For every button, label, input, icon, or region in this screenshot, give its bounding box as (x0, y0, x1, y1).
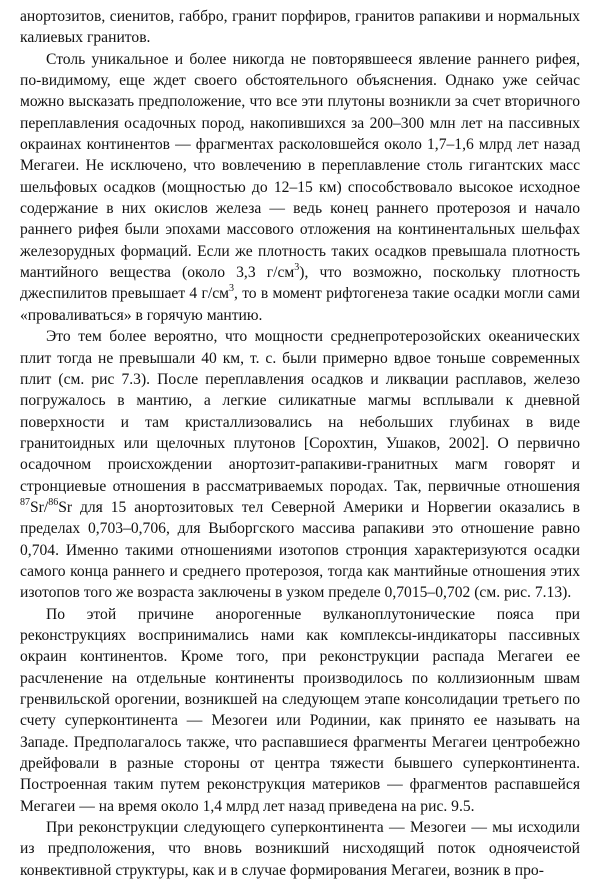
superscript: 3 (294, 261, 300, 273)
superscript: 87 (20, 496, 30, 508)
paragraph-text: При реконструкции следующего суперконтинента — Мезогеи — мы исходили из предположения, что вновь возникший нисходящий поток одноячеистой конвективной структуры, как и в случае формирования Мегагеи, возник в про- (20, 819, 580, 879)
paragraph (20, 326, 580, 603)
paragraph (20, 604, 580, 817)
superscript: 86 (48, 496, 59, 508)
paragraph-text: , то в момент рифтогенеза такие осадки могли сами «проваливаться» в горячую мантию. (20, 285, 580, 324)
paragraph (20, 817, 580, 881)
paragraph-text: По этой причине анорогенные вулканоплутонические пояса при реконструкциях воспринимались нами как комплексы-индикаторы пассивных окраин континентов. Кроме того, при реконструкции распада Мегагеи ее расчленение на отдельные континенты производилось по коллизионным швам гренвильской орогении, возникшей на следующем этапе консолидации третьего по счету суперконтинента — Мезогеи или Родинии, как принято ее называть на Западе. Предполагалось также, что распавшиеся фрагменты Мегагеи центробежно дрейфовали в разные стороны от центра тяжести бывшего суперконтинента. Построенная таким путем реконструкция материков — фрагментов распавшейся Мегагеи — на время около 1,4 млрд лет назад приведена на рис. 9.5. (20, 605, 580, 815)
paragraph (20, 49, 580, 326)
paragraph-text: Sr для 15 анортозитовых тел Северной Америки и Норвегии оказались в пределах 0,703–0,706, для Выборгского массива рапакиви это отношение равно 0,704. Именно такими отношениями изотопов стронция характеризуются осадки самого конца раннего и среднего протерозоя, тогда как мантийные отношения этих изотопов того же возраста заключены в узком пределе 0,7015–0,702 (см. рис. 7.13). (20, 498, 580, 602)
paragraph-text: анортозитов, сиенитов, габбро, гранит порфиров, гранитов рапакиви и нормальных калиевых гранитов. (20, 8, 580, 47)
superscript: 3 (229, 283, 235, 295)
paragraph (20, 6, 580, 49)
paragraph-text: ), что возможно, поскольку плотность джеспилитов превышает 4 г/см (20, 264, 580, 303)
document-page (20, 6, 580, 881)
paragraph-text: Столь уникальное и более никогда не повторявшееся явление раннего рифея, по-видимому, еще ждет своего обстоятельного объяснения. Однако уже сейчас можно высказать предположение, что все эти плутоны возникли за счет вторичного переплавления осадочных пород, накопившихся за 200–300 млн лет на пассивных окраинах континентов — фрагментах расколовшейся около 1,7–1,6 млрд лет назад Мегагеи. Не исключено, что вовлечению в переплавление столь гигантских масс шельфовых осадков (мощностью до 12–15 км) способствовало высокое исходное содержание в них окислов железа — ведь конец раннего протерозоя и начало раннего рифея были эпохами массового отложения на континентальных шельфах железорудных формаций. Если же плотность таких осадков превышала плотность мантийного вещества (около 3,3 г/см (20, 50, 580, 282)
paragraph-text: Это тем более вероятно, что мощности среднепротерозойских океанических плит тогда не превышали 40 км, т. с. были примерно вдвое тоньше современных плит (см. рис 7.3). После переплавления осадков и ликвации расплавов, железо погружалось в мантию, а легкие силикатные магмы всплывали к дневной поверхности и там кристаллизовались на небольших глубинах в виде гранитоидных или щелочных плутонов [Сорохтин, Ушаков, 2002]. О первично осадочном происхождении анортозит-рапакиви-гранитных магм говорят и стронциевые отношения в рассматриваемых породах. Так, первичные отношения (20, 328, 580, 495)
paragraph-text: Sr/ (30, 498, 49, 516)
